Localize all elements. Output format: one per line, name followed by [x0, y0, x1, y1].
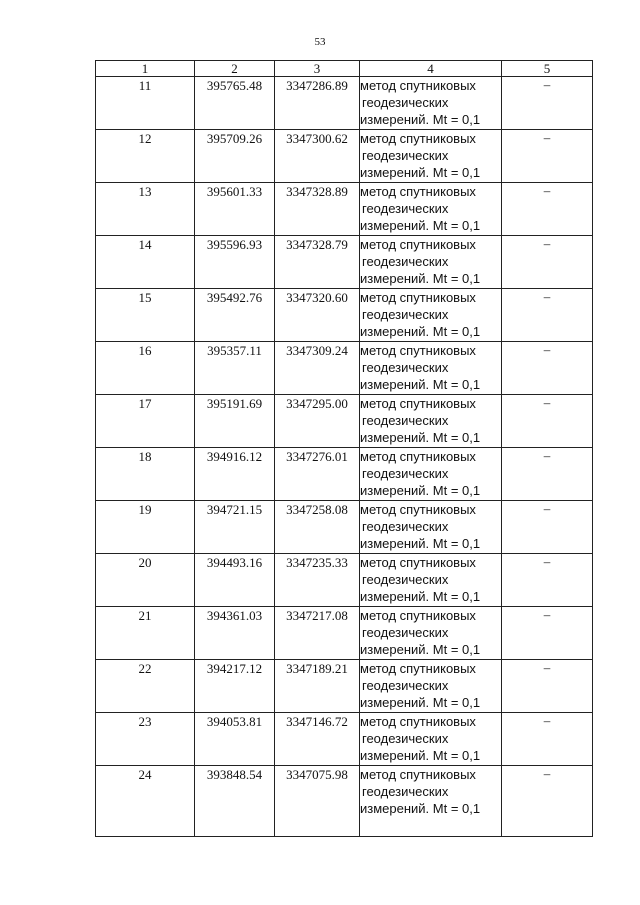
method-line: метод спутниковых — [360, 290, 476, 305]
coordinate-x: 394916.12 — [195, 448, 275, 501]
point-number: 16 — [96, 342, 195, 395]
coordinate-y: 3347320.60 — [275, 289, 360, 342]
note-dash: – — [502, 130, 593, 183]
point-number: 12 — [96, 130, 195, 183]
method-line: метод спутниковых — [360, 449, 476, 464]
table-row — [96, 183, 593, 236]
method-line: метод спутниковых — [360, 714, 476, 729]
point-number: 11 — [96, 77, 195, 130]
method-line: измерений. Mt = 0,1 — [360, 483, 481, 498]
measurement-method — [360, 395, 502, 448]
note-dash: – — [502, 342, 593, 395]
measurement-method — [360, 607, 502, 660]
coordinate-x: 395709.26 — [195, 130, 275, 183]
method-line: геодезических — [362, 148, 449, 163]
coordinate-x: 394721.15 — [195, 501, 275, 554]
coordinate-y: 3347235.33 — [275, 554, 360, 607]
column-header-3: 3 — [275, 61, 360, 77]
method-line: измерений. Mt = 0,1 — [360, 695, 481, 710]
point-number: 17 — [96, 395, 195, 448]
coordinate-y: 3347217.08 — [275, 607, 360, 660]
method-line: геодезических — [362, 413, 449, 428]
method-line: метод спутниковых — [360, 502, 476, 517]
table-row — [96, 236, 593, 289]
method-line: геодезических — [362, 625, 449, 640]
table-header-row — [96, 61, 593, 77]
coordinate-x: 395191.69 — [195, 395, 275, 448]
note-dash: – — [502, 607, 593, 660]
method-line: геодезических — [362, 254, 449, 269]
note-dash: – — [502, 501, 593, 554]
note-dash: – — [502, 766, 593, 837]
coordinate-x: 395492.76 — [195, 289, 275, 342]
coordinates-table — [95, 60, 593, 837]
table-row — [96, 501, 593, 554]
coordinate-x: 395357.11 — [195, 342, 275, 395]
method-line: метод спутниковых — [360, 661, 476, 676]
coordinate-y: 3347189.21 — [275, 660, 360, 713]
method-line: измерений. Mt = 0,1 — [360, 430, 481, 445]
column-header-1: 1 — [96, 61, 195, 77]
method-line: метод спутниковых — [360, 555, 476, 570]
page-number: 53 — [314, 36, 326, 48]
method-line: геодезических — [362, 360, 449, 375]
coordinate-x: 394053.81 — [195, 713, 275, 766]
table-row — [96, 130, 593, 183]
measurement-method — [360, 236, 502, 289]
method-line: геодезических — [362, 731, 449, 746]
method-line: геодезических — [362, 519, 449, 534]
point-number: 21 — [96, 607, 195, 660]
measurement-method — [360, 713, 502, 766]
method-line: метод спутниковых — [360, 184, 476, 199]
method-line: метод спутниковых — [360, 131, 476, 146]
point-number: 23 — [96, 713, 195, 766]
method-line: измерений. Mt = 0,1 — [360, 589, 481, 604]
method-line: геодезических — [362, 572, 449, 587]
table-row — [96, 660, 593, 713]
point-number: 13 — [96, 183, 195, 236]
method-line: геодезических — [362, 307, 449, 322]
method-line: измерений. Mt = 0,1 — [360, 801, 481, 816]
table-body — [96, 77, 593, 837]
method-line: измерений. Mt = 0,1 — [360, 271, 481, 286]
method-line: геодезических — [362, 201, 449, 216]
method-line: метод спутниковых — [360, 608, 476, 623]
measurement-method — [360, 342, 502, 395]
coordinate-y: 3347300.62 — [275, 130, 360, 183]
point-number: 22 — [96, 660, 195, 713]
method-line: измерений. Mt = 0,1 — [360, 218, 481, 233]
note-dash: – — [502, 395, 593, 448]
method-line: измерений. Mt = 0,1 — [360, 324, 481, 339]
method-line: измерений. Mt = 0,1 — [360, 165, 481, 180]
coordinate-x: 395596.93 — [195, 236, 275, 289]
coordinate-y: 3347146.72 — [275, 713, 360, 766]
method-line: измерений. Mt = 0,1 — [360, 377, 481, 392]
table-row — [96, 342, 593, 395]
coordinate-y: 3347276.01 — [275, 448, 360, 501]
table-row — [96, 289, 593, 342]
method-line: геодезических — [362, 784, 449, 799]
measurement-method — [360, 660, 502, 713]
coordinate-x: 394217.12 — [195, 660, 275, 713]
note-dash: – — [502, 713, 593, 766]
coordinate-x: 394361.03 — [195, 607, 275, 660]
measurement-method — [360, 448, 502, 501]
method-line: измерений. Mt = 0,1 — [360, 112, 481, 127]
table-row — [96, 607, 593, 660]
table-row — [96, 713, 593, 766]
method-line: измерений. Mt = 0,1 — [360, 748, 481, 763]
table-row — [96, 77, 593, 130]
method-line: метод спутниковых — [360, 78, 476, 93]
method-line: метод спутниковых — [360, 343, 476, 358]
coordinate-y: 3347309.24 — [275, 342, 360, 395]
note-dash: – — [502, 554, 593, 607]
note-dash: – — [502, 77, 593, 130]
method-line: метод спутниковых — [360, 396, 476, 411]
table-row — [96, 554, 593, 607]
table-row — [96, 448, 593, 501]
column-header-4: 4 — [360, 61, 502, 77]
method-line: измерений. Mt = 0,1 — [360, 642, 481, 657]
table-row — [96, 766, 593, 837]
method-line: геодезических — [362, 95, 449, 110]
method-line: метод спутниковых — [360, 237, 476, 252]
method-line: геодезических — [362, 678, 449, 693]
method-line: измерений. Mt = 0,1 — [360, 536, 481, 551]
note-dash: – — [502, 183, 593, 236]
coordinate-x: 395765.48 — [195, 77, 275, 130]
note-dash: – — [502, 236, 593, 289]
method-line: метод спутниковых — [360, 767, 476, 782]
column-header-2: 2 — [195, 61, 275, 77]
method-line: геодезических — [362, 466, 449, 481]
coordinate-y: 3347258.08 — [275, 501, 360, 554]
coordinate-y: 3347328.79 — [275, 236, 360, 289]
measurement-method — [360, 501, 502, 554]
measurement-method — [360, 130, 502, 183]
point-number: 20 — [96, 554, 195, 607]
note-dash: – — [502, 660, 593, 713]
measurement-method — [360, 289, 502, 342]
measurement-method — [360, 554, 502, 607]
note-dash: – — [502, 289, 593, 342]
coordinate-y: 3347328.89 — [275, 183, 360, 236]
coordinate-y: 3347295.00 — [275, 395, 360, 448]
point-number: 19 — [96, 501, 195, 554]
point-number: 15 — [96, 289, 195, 342]
note-dash: – — [502, 448, 593, 501]
coordinate-x: 395601.33 — [195, 183, 275, 236]
point-number: 24 — [96, 766, 195, 837]
point-number: 18 — [96, 448, 195, 501]
column-header-5: 5 — [502, 61, 593, 77]
coordinate-y: 3347286.89 — [275, 77, 360, 130]
measurement-method — [360, 766, 502, 837]
table-row — [96, 395, 593, 448]
point-number: 14 — [96, 236, 195, 289]
coordinate-y: 3347075.98 — [275, 766, 360, 837]
coordinate-x: 394493.16 — [195, 554, 275, 607]
measurement-method — [360, 183, 502, 236]
coordinate-x: 393848.54 — [195, 766, 275, 837]
measurement-method — [360, 77, 502, 130]
